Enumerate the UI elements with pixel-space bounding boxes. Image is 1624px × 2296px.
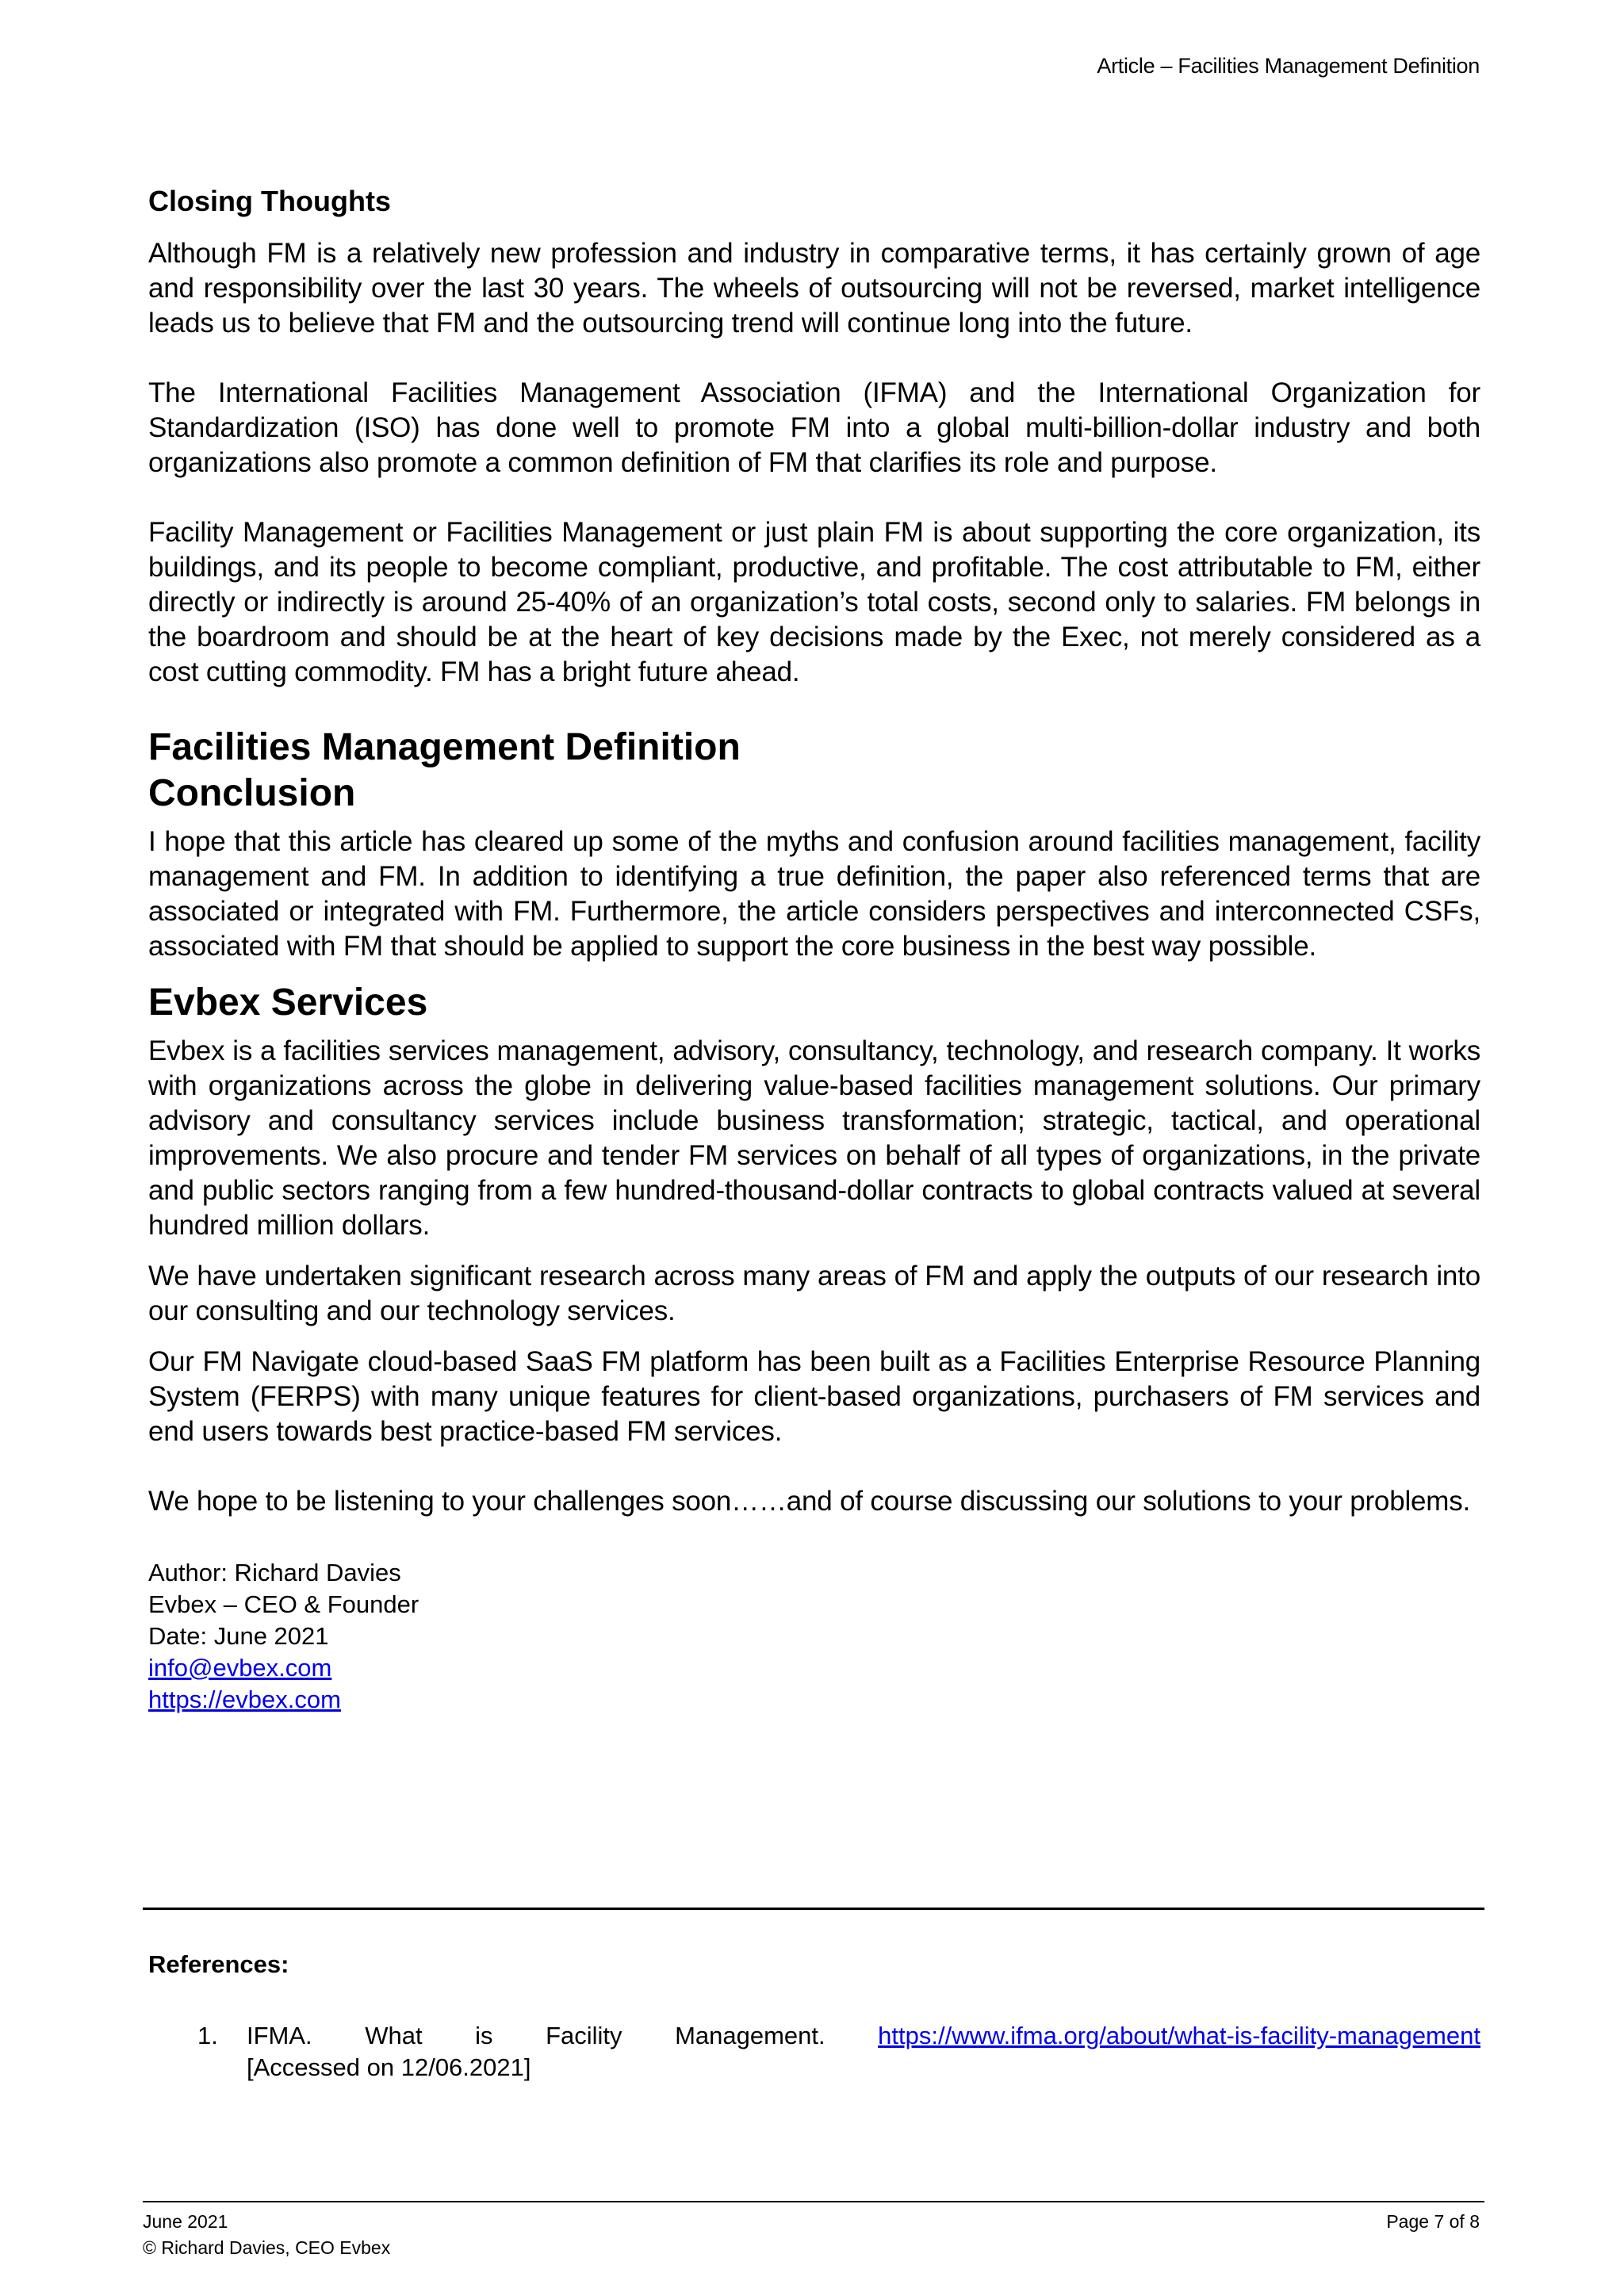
reference-word: Facility (546, 2022, 622, 2049)
conclusion-heading (148, 725, 1480, 817)
reference-item (148, 2020, 1480, 2084)
services-paragraph-4: We hope to be listening to your challenges soon……and of course discussing our solutions to your problems. (148, 1486, 1471, 1517)
evbex-services-heading: Evbex Services (148, 982, 428, 1024)
website-link[interactable]: https://evbex.com (148, 1686, 341, 1713)
closing-paragraph-3: Facility Management or Facilities Management or just plain FM is about supporting the core organization, its buildings, and its people to become compliant, productive, and profitable. The cost attributable to FM, either directly or indirectly is around 25-40% of an organization’s total costs, second only to salaries. FM belongs in the boardroom and should be at the heart of key decisions made by the Exec, not merely considered as a cost cutting commodity. FM has a bright future ahead. (148, 517, 1480, 687)
footer-date: June 2021 (143, 2211, 228, 2232)
author-name: Author: Richard Davies (148, 1559, 401, 1586)
reference-accessed: [Accessed on 12/06.2021] (247, 2053, 531, 2081)
author-role: Evbex – CEO & Founder (148, 1590, 419, 1618)
footer-left (143, 2209, 390, 2261)
page-number: Page 7 of 8 (1386, 2211, 1480, 2232)
services-paragraph-1: Evbex is a facilities services management, advisory, consultancy, technology, and research company. It works with organizations across the globe in delivering value-based facilities management solutions. Our primary advisory and consultancy services include business transformation; strategic, tactical, and operational improvements. We also procure and tender FM services on behalf of all types of organizations, in the private and public sectors ranging from a few hundred-thousand-dollar contracts to global contracts valued at several hundred million dollars. (148, 1035, 1480, 1241)
conclusion-heading-line-1: Facilities Management Definition (148, 726, 741, 768)
reference-number: 1. (197, 2022, 218, 2049)
reference-url-link[interactable]: https://www.ifma.org/about/what-is-facility-management (878, 2022, 1480, 2049)
running-header: Article – Facilities Management Definition (1097, 54, 1480, 78)
email-link[interactable]: info@evbex.com (148, 1654, 332, 1682)
services-paragraph-2: We have undertaken significant research across many areas of FM and apply the outputs of our research into our consulting and our technology services. (148, 1261, 1480, 1326)
conclusion-paragraph: I hope that this article has cleared up some of the myths and confusion around facilities management, facility management and FM. In addition to identifying a true definition, the paper also referenced terms that are associated or integrated with FM. Furthermore, the article considers perspectives and interconnected CSFs, associated with FM that should be applied to support the core business in the best way possible. (148, 826, 1480, 962)
reference-line-1 (247, 2020, 1480, 2052)
services-paragraph-3: Our FM Navigate cloud-based SaaS FM platform has been built as a Facilities Enterprise Resource Planning System (FERPS) with many unique features for client-based organizations, purchasers of FM services and end users towards best practice-based FM services. (148, 1346, 1480, 1447)
reference-word: Management. (675, 2022, 825, 2049)
closing-paragraph-1: Although FM is a relatively new profession and industry in comparative terms, it has certainly grown of age and responsibility over the last 30 years. The wheels of outsourcing will not be reversed, market intelligence leads us to believe that FM and the outsourcing trend will continue long into the future. (148, 238, 1480, 339)
conclusion-heading-line-2: Conclusion (148, 772, 356, 814)
reference-word: is (475, 2022, 493, 2049)
reference-word: IFMA. (247, 2022, 312, 2049)
article-body (148, 184, 1480, 1716)
reference-word: What (365, 2022, 423, 2049)
closing-thoughts-heading: Closing Thoughts (148, 185, 391, 217)
closing-paragraph-2: The International Facilities Management Association (IFMA) and the International Organization for Standardization (ISO) has done well to promote FM into a global multi-billion-dollar industry and both organizations also promote a common definition of FM that clarifies its role and purpose. (148, 377, 1480, 478)
author-signature (148, 1557, 1480, 1716)
references-section (148, 1950, 1480, 2084)
publish-date: Date: June 2021 (148, 1622, 329, 1650)
footer-divider (143, 2201, 1484, 2202)
references-heading: References: (148, 1950, 289, 1978)
footer-copyright: © Richard Davies, CEO Evbex (143, 2237, 391, 2258)
section-divider (143, 1908, 1484, 1910)
